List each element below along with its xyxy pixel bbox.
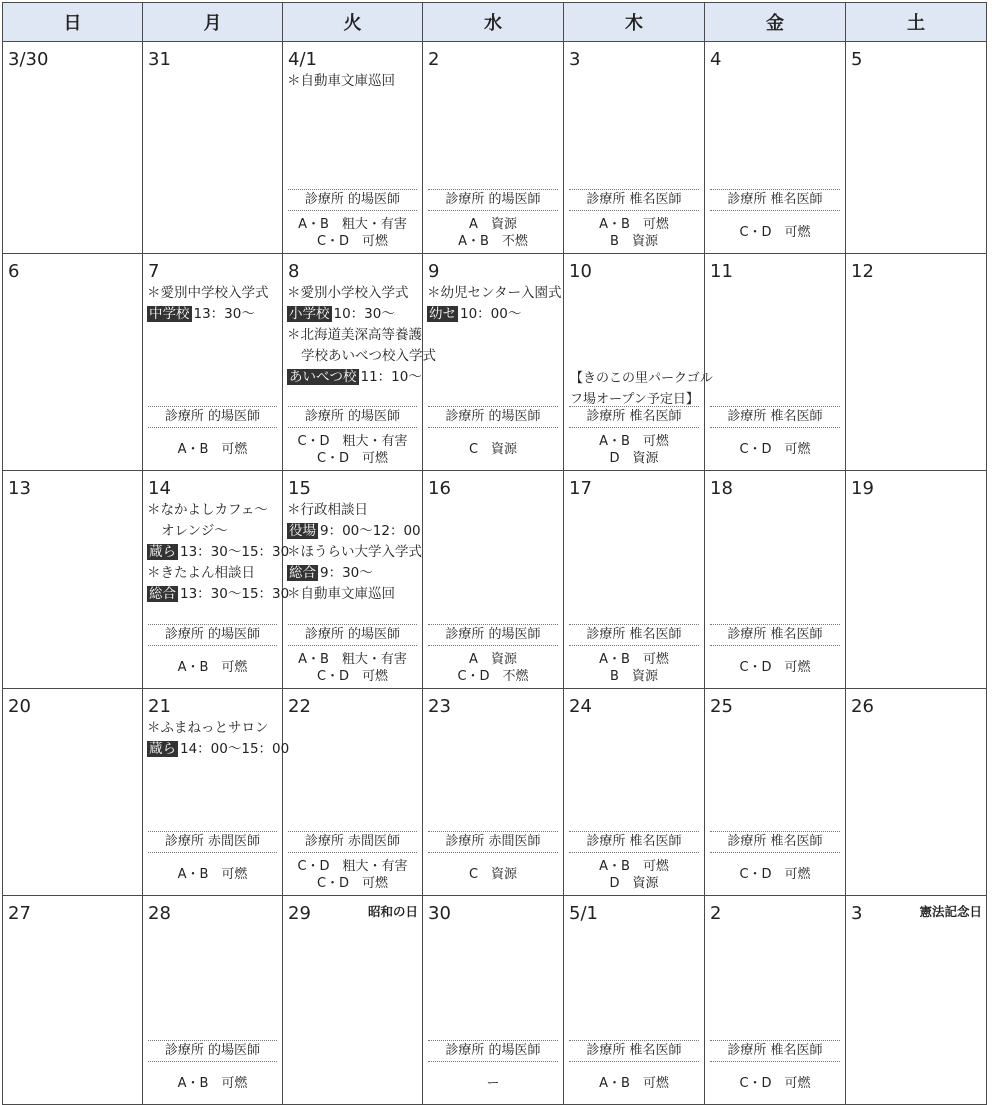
event-time-text: 9：00～12：00 — [320, 523, 421, 539]
day-number: 17 — [569, 478, 592, 499]
event-time-text: 13：30～15：30 — [180, 586, 290, 602]
day-cell-content — [846, 42, 986, 253]
calendar-day-cell — [846, 896, 987, 1105]
day-cell-content — [283, 896, 422, 1104]
garbage-line: C・D 可燃 — [739, 867, 811, 882]
event-note — [570, 368, 713, 410]
day-cell-content — [3, 689, 142, 895]
garbage-line: B 資源 — [610, 233, 658, 249]
cell-footer — [569, 406, 699, 470]
day-cell-content — [283, 471, 422, 688]
calendar-week-row — [3, 42, 987, 254]
event-title-continued: 学校あいべつ校入学式 — [301, 348, 436, 364]
day-cell-content — [3, 42, 142, 253]
calendar-day-cell — [423, 689, 564, 896]
calendar-day-cell — [564, 689, 705, 896]
day-cell-content — [705, 689, 845, 895]
weekday-header-thu: 木 — [564, 3, 705, 42]
clinic-doctor: 診療所 椎名医師 — [710, 189, 840, 211]
weekday-header-row — [3, 3, 987, 42]
event-list — [283, 69, 422, 92]
calendar-day-cell — [143, 254, 283, 471]
day-number: 5 — [851, 49, 863, 70]
day-number: 30 — [428, 903, 451, 924]
cell-footer — [428, 831, 558, 895]
day-cell-content — [705, 896, 845, 1104]
cell-footer — [288, 406, 417, 470]
clinic-doctor: 診療所 椎名医師 — [569, 1040, 699, 1062]
garbage-line: A 資源 — [469, 651, 517, 667]
cell-footer — [428, 1040, 558, 1104]
day-number: 21 — [148, 696, 171, 717]
cell-footer — [288, 831, 417, 895]
day-number: 24 — [569, 696, 592, 717]
event-list — [143, 716, 290, 760]
weekday-header-wed: 水 — [423, 3, 564, 42]
garbage-schedule — [710, 1062, 840, 1105]
calendar-day-cell — [283, 689, 423, 896]
clinic-doctor: 診療所 椎名医師 — [569, 831, 699, 853]
event-title: ＊なかよしカフェ～ — [147, 502, 268, 518]
garbage-line: A・B 可燃 — [599, 1076, 669, 1091]
event-time-text: 13：30～ — [193, 306, 255, 322]
cell-footer — [569, 831, 699, 895]
day-number: 2 — [710, 903, 722, 924]
event-list — [423, 281, 563, 325]
garbage-line: A・B 粗大・有害 — [298, 216, 407, 232]
day-cell-content — [423, 42, 563, 253]
day-cell-content — [423, 254, 563, 470]
event-time — [427, 304, 563, 325]
garbage-schedule — [148, 1062, 277, 1105]
day-cell-content — [423, 689, 563, 895]
day-number: 16 — [428, 478, 451, 499]
event-title: ＊自動車文庫巡回 — [287, 586, 395, 602]
garbage-line: A・B 可燃 — [177, 867, 248, 882]
event-time — [287, 563, 422, 584]
day-cell-content — [846, 689, 986, 895]
day-number: 26 — [851, 696, 874, 717]
event-time-text: 11：10～ — [360, 369, 422, 385]
calendar-day-cell — [846, 42, 987, 254]
garbage-schedule — [428, 853, 558, 896]
day-number: 6 — [8, 261, 20, 282]
day-cell-content — [846, 471, 986, 688]
garbage-line: A 資源 — [469, 216, 517, 232]
cell-footer — [288, 624, 417, 688]
clinic-doctor: 診療所 的場医師 — [148, 624, 277, 646]
garbage-schedule — [428, 1062, 558, 1105]
event-note-line: 【きのこの里パークゴル — [570, 371, 713, 386]
day-number: 14 — [148, 478, 171, 499]
day-cell-content — [423, 896, 563, 1104]
cell-footer — [710, 831, 840, 895]
cell-footer — [710, 189, 840, 253]
garbage-line: A・B 不燃 — [458, 233, 528, 249]
garbage-line: D 資源 — [609, 875, 659, 891]
garbage-line: C・D 可燃 — [739, 1076, 811, 1091]
event-title: ＊自動車文庫巡回 — [287, 73, 395, 89]
cell-footer — [148, 1040, 277, 1104]
garbage-schedule — [710, 853, 840, 896]
clinic-doctor: 診療所 椎名医師 — [569, 189, 699, 211]
garbage-line: C・D 可燃 — [739, 225, 811, 240]
garbage-schedule — [569, 1062, 699, 1105]
event-list — [143, 498, 290, 605]
day-cell-content — [143, 689, 290, 895]
day-number: 2 — [428, 49, 440, 70]
cell-footer — [148, 406, 277, 470]
garbage-line: C・D 可燃 — [316, 233, 389, 249]
garbage-schedule — [569, 646, 699, 689]
day-number: 12 — [851, 261, 874, 282]
garbage-line: B 資源 — [610, 668, 658, 684]
calendar-day-cell — [283, 896, 423, 1105]
garbage-line: A・B 可燃 — [177, 660, 248, 675]
monthly-calendar — [2, 2, 987, 1105]
calendar-day-cell — [3, 471, 143, 689]
clinic-doctor: 診療所 椎名医師 — [710, 406, 840, 428]
calendar-day-cell — [283, 471, 423, 689]
clinic-doctor: 診療所 椎名医師 — [569, 624, 699, 646]
garbage-line: ー — [486, 1076, 500, 1091]
day-number: 25 — [710, 696, 733, 717]
day-cell-content — [143, 42, 282, 253]
cell-footer — [569, 1040, 699, 1104]
garbage-schedule — [288, 211, 417, 254]
day-number: 29 — [288, 903, 311, 924]
cell-footer — [710, 1040, 840, 1104]
calendar-day-cell — [705, 42, 846, 254]
clinic-doctor: 診療所 椎名医師 — [710, 1040, 840, 1062]
garbage-schedule — [428, 428, 558, 471]
garbage-schedule — [710, 211, 840, 254]
event-time-text: 14：00～15：00 — [180, 741, 290, 757]
event-list — [143, 281, 282, 325]
day-cell-content — [705, 42, 845, 253]
weekday-header-sat: 土 — [846, 3, 987, 42]
day-number: 8 — [288, 261, 300, 282]
venue-tag: 中学校 — [149, 306, 190, 322]
day-cell-content — [143, 471, 290, 688]
event-title: ＊愛別中学校入学式 — [147, 285, 269, 301]
garbage-schedule — [710, 428, 840, 471]
day-cell-content — [283, 42, 422, 253]
cell-footer — [710, 406, 840, 470]
garbage-line: C 資源 — [468, 867, 518, 882]
clinic-doctor: 診療所 的場医師 — [148, 406, 277, 428]
calendar-day-cell — [846, 471, 987, 689]
garbage-line: D 資源 — [609, 450, 659, 466]
event-title: ＊きたよん相談日 — [147, 565, 255, 581]
clinic-doctor: 診療所 的場医師 — [428, 406, 558, 428]
day-cell-content — [283, 689, 422, 895]
day-cell-content — [564, 254, 713, 470]
garbage-line: C・D 可燃 — [739, 442, 811, 457]
garbage-schedule — [710, 646, 840, 689]
calendar-day-cell — [283, 254, 436, 471]
event-title: ＊北海道美深高等養護 — [287, 327, 422, 343]
day-number: 4/1 — [288, 49, 317, 70]
day-cell-content — [705, 254, 845, 470]
garbage-schedule — [148, 428, 277, 471]
day-cell-content — [705, 471, 845, 688]
clinic-doctor: 診療所 椎名医師 — [710, 831, 840, 853]
clinic-doctor: 診療所 赤間医師 — [288, 831, 417, 853]
garbage-line: C・D 可燃 — [316, 875, 389, 891]
clinic-doctor: 診療所 的場医師 — [148, 1040, 277, 1062]
calendar-day-cell — [564, 254, 713, 471]
calendar-day-cell — [564, 471, 705, 689]
day-number: 9 — [428, 261, 440, 282]
holiday-label: 憲法記念日 — [919, 904, 982, 919]
cell-footer — [288, 189, 417, 253]
calendar-day-cell — [3, 689, 143, 896]
cell-footer — [710, 624, 840, 688]
holiday-label: 昭和の日 — [367, 904, 418, 919]
event-time — [287, 304, 422, 325]
day-cell-content — [3, 254, 142, 470]
event-time — [147, 584, 290, 605]
event-time-text: 10：30～ — [333, 306, 395, 322]
calendar-day-cell — [846, 689, 987, 896]
calendar-body — [3, 42, 987, 1105]
calendar-day-cell — [143, 896, 283, 1105]
day-number: 3 — [569, 49, 581, 70]
event-title: ＊愛別小学校入学式 — [287, 285, 409, 301]
venue-tag: 蔵ら — [149, 544, 176, 560]
day-number: 20 — [8, 696, 31, 717]
clinic-doctor: 診療所 的場医師 — [288, 624, 417, 646]
clinic-doctor: 診療所 的場医師 — [288, 189, 417, 211]
garbage-schedule — [148, 853, 277, 896]
garbage-schedule — [288, 646, 417, 689]
calendar-day-cell — [564, 42, 705, 254]
calendar-day-cell — [846, 254, 987, 471]
event-title: ＊ふまねっとサロン — [147, 720, 269, 736]
day-number: 19 — [851, 478, 874, 499]
day-cell-content — [3, 896, 142, 1104]
calendar-day-cell — [3, 254, 143, 471]
day-cell-content — [564, 689, 704, 895]
event-time-text: 10：00～ — [460, 306, 522, 322]
cell-footer — [428, 406, 558, 470]
calendar-day-cell — [705, 471, 846, 689]
calendar-day-cell — [705, 689, 846, 896]
calendar-day-cell — [705, 896, 846, 1105]
day-number: 5/1 — [569, 903, 598, 924]
event-time-text: 13：30～15：30 — [180, 544, 290, 560]
calendar-week-row — [3, 896, 987, 1105]
event-time — [147, 542, 290, 563]
garbage-line: C・D 可燃 — [316, 450, 389, 466]
garbage-schedule — [569, 428, 699, 471]
garbage-line: A・B 可燃 — [177, 442, 248, 457]
day-number: 11 — [710, 261, 733, 282]
garbage-line: A・B 粗大・有害 — [298, 651, 407, 667]
garbage-line: C・D 不燃 — [457, 668, 529, 684]
day-number: 27 — [8, 903, 31, 924]
calendar-day-cell — [283, 42, 423, 254]
calendar-day-cell — [143, 471, 290, 689]
event-title: ＊行政相談日 — [287, 502, 368, 518]
garbage-line: C・D 粗大・有害 — [297, 433, 408, 449]
clinic-doctor: 診療所 的場医師 — [428, 624, 558, 646]
event-list — [283, 281, 436, 388]
garbage-schedule — [148, 646, 277, 689]
day-cell-content — [846, 896, 986, 1104]
day-cell-content — [564, 471, 704, 688]
event-time — [287, 521, 422, 542]
day-number: 28 — [148, 903, 171, 924]
garbage-schedule — [288, 428, 417, 471]
cell-footer — [569, 189, 699, 253]
event-title: ＊ほうらい大学入学式 — [287, 544, 422, 560]
calendar-day-cell — [423, 42, 564, 254]
calendar-day-cell — [3, 896, 143, 1105]
day-cell-content — [143, 254, 282, 470]
event-title-continued: オレンジ～ — [161, 523, 228, 539]
day-number: 31 — [148, 49, 171, 70]
garbage-schedule — [288, 853, 417, 896]
cell-footer — [569, 624, 699, 688]
calendar-day-cell — [143, 42, 283, 254]
garbage-schedule — [569, 853, 699, 896]
venue-tag: 総合 — [149, 586, 176, 602]
day-cell-content — [423, 471, 563, 688]
day-number: 4 — [710, 49, 722, 70]
day-number: 23 — [428, 696, 451, 717]
garbage-line: A・B 可燃 — [177, 1076, 248, 1091]
day-cell-content — [3, 471, 142, 688]
day-number: 7 — [148, 261, 160, 282]
day-cell-content — [283, 254, 436, 470]
clinic-doctor: 診療所 的場医師 — [428, 189, 558, 211]
weekday-header-sun: 日 — [3, 3, 143, 42]
venue-tag: 総合 — [289, 565, 316, 581]
garbage-line: A・B 可燃 — [599, 651, 669, 667]
event-time — [287, 367, 422, 388]
event-title: ＊幼児センター入園式 — [427, 285, 562, 301]
clinic-doctor: 診療所 赤間医師 — [428, 831, 558, 853]
garbage-line: C 資源 — [468, 442, 518, 457]
garbage-line: C・D 可燃 — [316, 668, 389, 684]
day-number: 3 — [851, 903, 863, 924]
event-time — [147, 304, 282, 325]
calendar-day-cell — [143, 689, 290, 896]
day-number: 10 — [569, 261, 592, 282]
day-number: 18 — [710, 478, 733, 499]
event-time-text: 9：30～ — [320, 565, 373, 581]
day-number: 3/30 — [8, 49, 49, 70]
venue-tag: 蔵ら — [149, 741, 176, 757]
clinic-doctor: 診療所 的場医師 — [428, 1040, 558, 1062]
calendar-day-cell — [705, 254, 846, 471]
garbage-schedule — [428, 646, 558, 689]
cell-footer — [428, 189, 558, 253]
calendar-day-cell — [3, 42, 143, 254]
weekday-header-tue: 火 — [283, 3, 423, 42]
weekday-header-fri: 金 — [705, 3, 846, 42]
day-cell-content — [143, 896, 282, 1104]
garbage-line: C・D 粗大・有害 — [297, 858, 408, 874]
day-number: 13 — [8, 478, 31, 499]
cell-footer — [148, 624, 277, 688]
garbage-line: A・B 可燃 — [599, 858, 669, 874]
garbage-schedule — [428, 211, 558, 254]
garbage-line: A・B 可燃 — [599, 216, 669, 232]
venue-tag: あいべつ校 — [289, 369, 357, 385]
clinic-doctor: 診療所 的場医師 — [288, 406, 417, 428]
cell-footer — [428, 624, 558, 688]
venue-tag: 役場 — [289, 523, 316, 539]
calendar-day-cell — [423, 471, 564, 689]
calendar-week-row — [3, 254, 987, 471]
weekday-header-mon: 月 — [143, 3, 283, 42]
day-cell-content — [564, 42, 704, 253]
calendar-week-row — [3, 689, 987, 896]
day-number: 15 — [288, 478, 311, 499]
garbage-schedule — [569, 211, 699, 254]
calendar-day-cell — [423, 254, 564, 471]
event-time — [147, 739, 290, 760]
garbage-line: A・B 可燃 — [599, 433, 669, 449]
clinic-doctor: 診療所 椎名医師 — [710, 624, 840, 646]
clinic-doctor: 診療所 赤間医師 — [148, 831, 277, 853]
event-note-line: フ場オープン予定日】 — [570, 392, 699, 407]
day-number: 22 — [288, 696, 311, 717]
day-cell-content — [846, 254, 986, 470]
venue-tag: 小学校 — [289, 306, 330, 322]
venue-tag: 幼セ — [429, 306, 456, 322]
garbage-line: C・D 可燃 — [739, 660, 811, 675]
clinic-doctor: 診療所 椎名医師 — [569, 406, 699, 428]
day-cell-content — [564, 896, 704, 1104]
calendar-week-row — [3, 471, 987, 689]
calendar-day-cell — [564, 896, 705, 1105]
calendar-day-cell — [423, 896, 564, 1105]
cell-footer — [148, 831, 277, 895]
event-list — [283, 498, 422, 605]
